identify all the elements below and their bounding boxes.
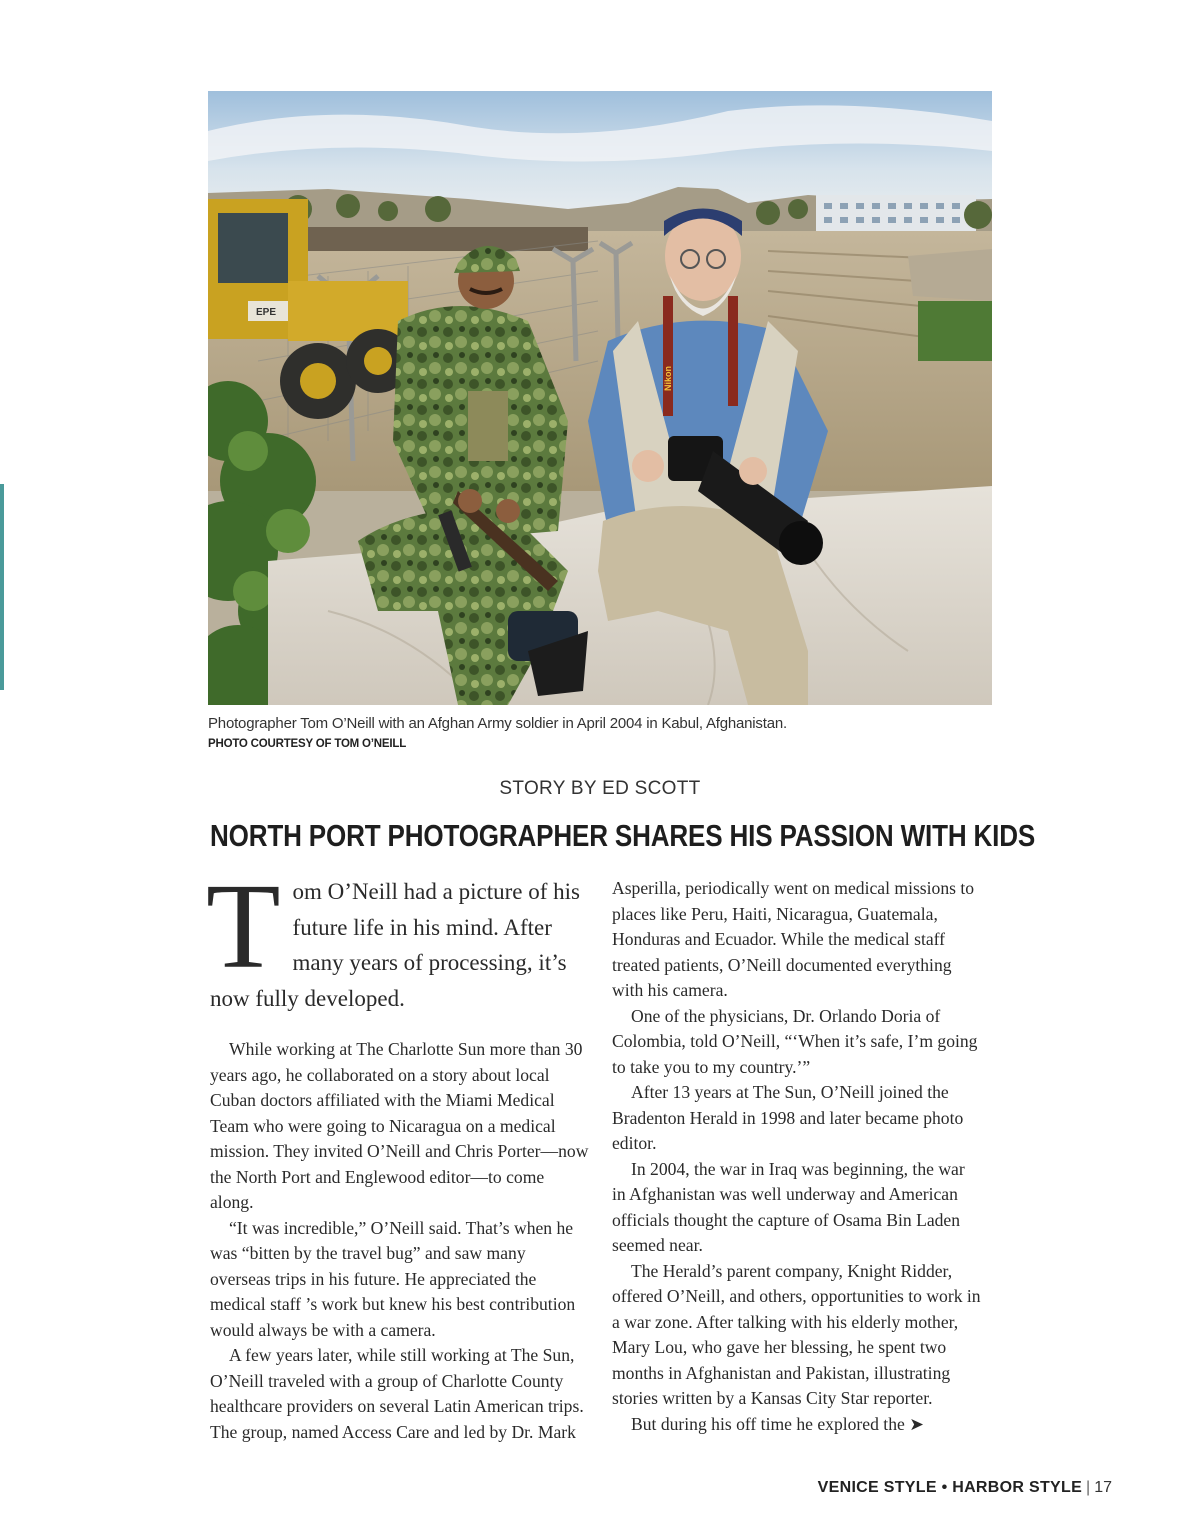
photo-caption: Photographer Tom O’Neill with an Afghan Army soldier in April 2004 in Kabul, Afghanistan. [208, 715, 787, 732]
byline: STORY BY ED SCOTT [499, 778, 701, 799]
body-paragraph: In 2004, the war in Iraq was beginning, the war in Afghanistan was well underway and American officials thought the capture of Osama Bin Laden seemed near. [612, 1158, 965, 1255]
drop-cap: T [206, 859, 281, 994]
body-paragraph: Asperilla, periodically went on medical missions to places like Peru, Haiti, Nicaragua, Guatemala, Honduras and Ecuador. While the medical staff treated patients, O’Neill documented everything with his camera. [612, 878, 975, 1000]
body-paragraph: “It was incredible,” O’Neill said. That’s when he was “bitten by the travel bug” and saw many overseas trips in his future. He appreciated the medical staff ’s work but knew his best contribution would always be with a camera. [210, 1217, 576, 1340]
continue-text: But during his off time he explored the [631, 1413, 905, 1434]
footer-separator: | [1086, 1479, 1091, 1496]
page-footer [818, 1479, 1112, 1497]
machine-badge-text: EPE [256, 307, 277, 318]
lede-text: om O’Neill had a picture of his future life in his mind. After many years of processing, it’s now fully developed. [210, 879, 580, 1011]
continue-arrow-icon: ➤ [909, 1413, 924, 1434]
body-paragraph: A few years later, while still working at The Sun, O’Neill traveled with a group of Charlotte County healthcare providers on several Latin American trips. The group, named Access Care and led by Dr. Mark [210, 1345, 584, 1442]
publication-name: VENICE STYLE • HARBOR STYLE [817, 1479, 1083, 1496]
strap-brand-text: Nikon [663, 365, 673, 391]
article-column-left [210, 1037, 590, 1445]
body-paragraph: The Herald’s parent company, Knight Ridder, offered O’Neill, and others, opportunities to work in a war zone. After talking with his elderly mother, Mary Lou, who gave her blessing, he spent two months in Afghanistan and Pakistan, illustrating stories written by a Kansas City Star reporter. [612, 1260, 981, 1408]
feature-photo [208, 91, 992, 705]
body-paragraph: While working at The Charlotte Sun more than 30 years ago, he collaborated on a story about local Cuban doctors affiliated with the Miami Medical Team who were going to Nicaragua on a medical mission. They invited O’Neill and Chris Porter—now the North Port and Englewood editor—to come along. [210, 1039, 589, 1212]
body-paragraph: One of the physicians, Dr. Orlando Doria of Colombia, told O’Neill, “‘When it’s safe, I’m going to take you to my country.’” [612, 1005, 978, 1077]
photo-credit: PHOTO COURTESY OF TOM O’NEILL [208, 738, 407, 750]
continue-line [612, 1412, 982, 1438]
edge-accent-bar [0, 484, 4, 690]
headline: NORTH PORT PHOTOGRAPHER SHARES HIS PASSION WITH KIDS [210, 818, 1036, 853]
page-number: 17 [1094, 1479, 1112, 1496]
lede-paragraph [206, 859, 590, 1016]
body-paragraph: After 13 years at The Sun, O’Neill joined the Bradenton Herald in 1998 and later became photo editor. [612, 1082, 964, 1153]
article-column-right [612, 876, 982, 1437]
